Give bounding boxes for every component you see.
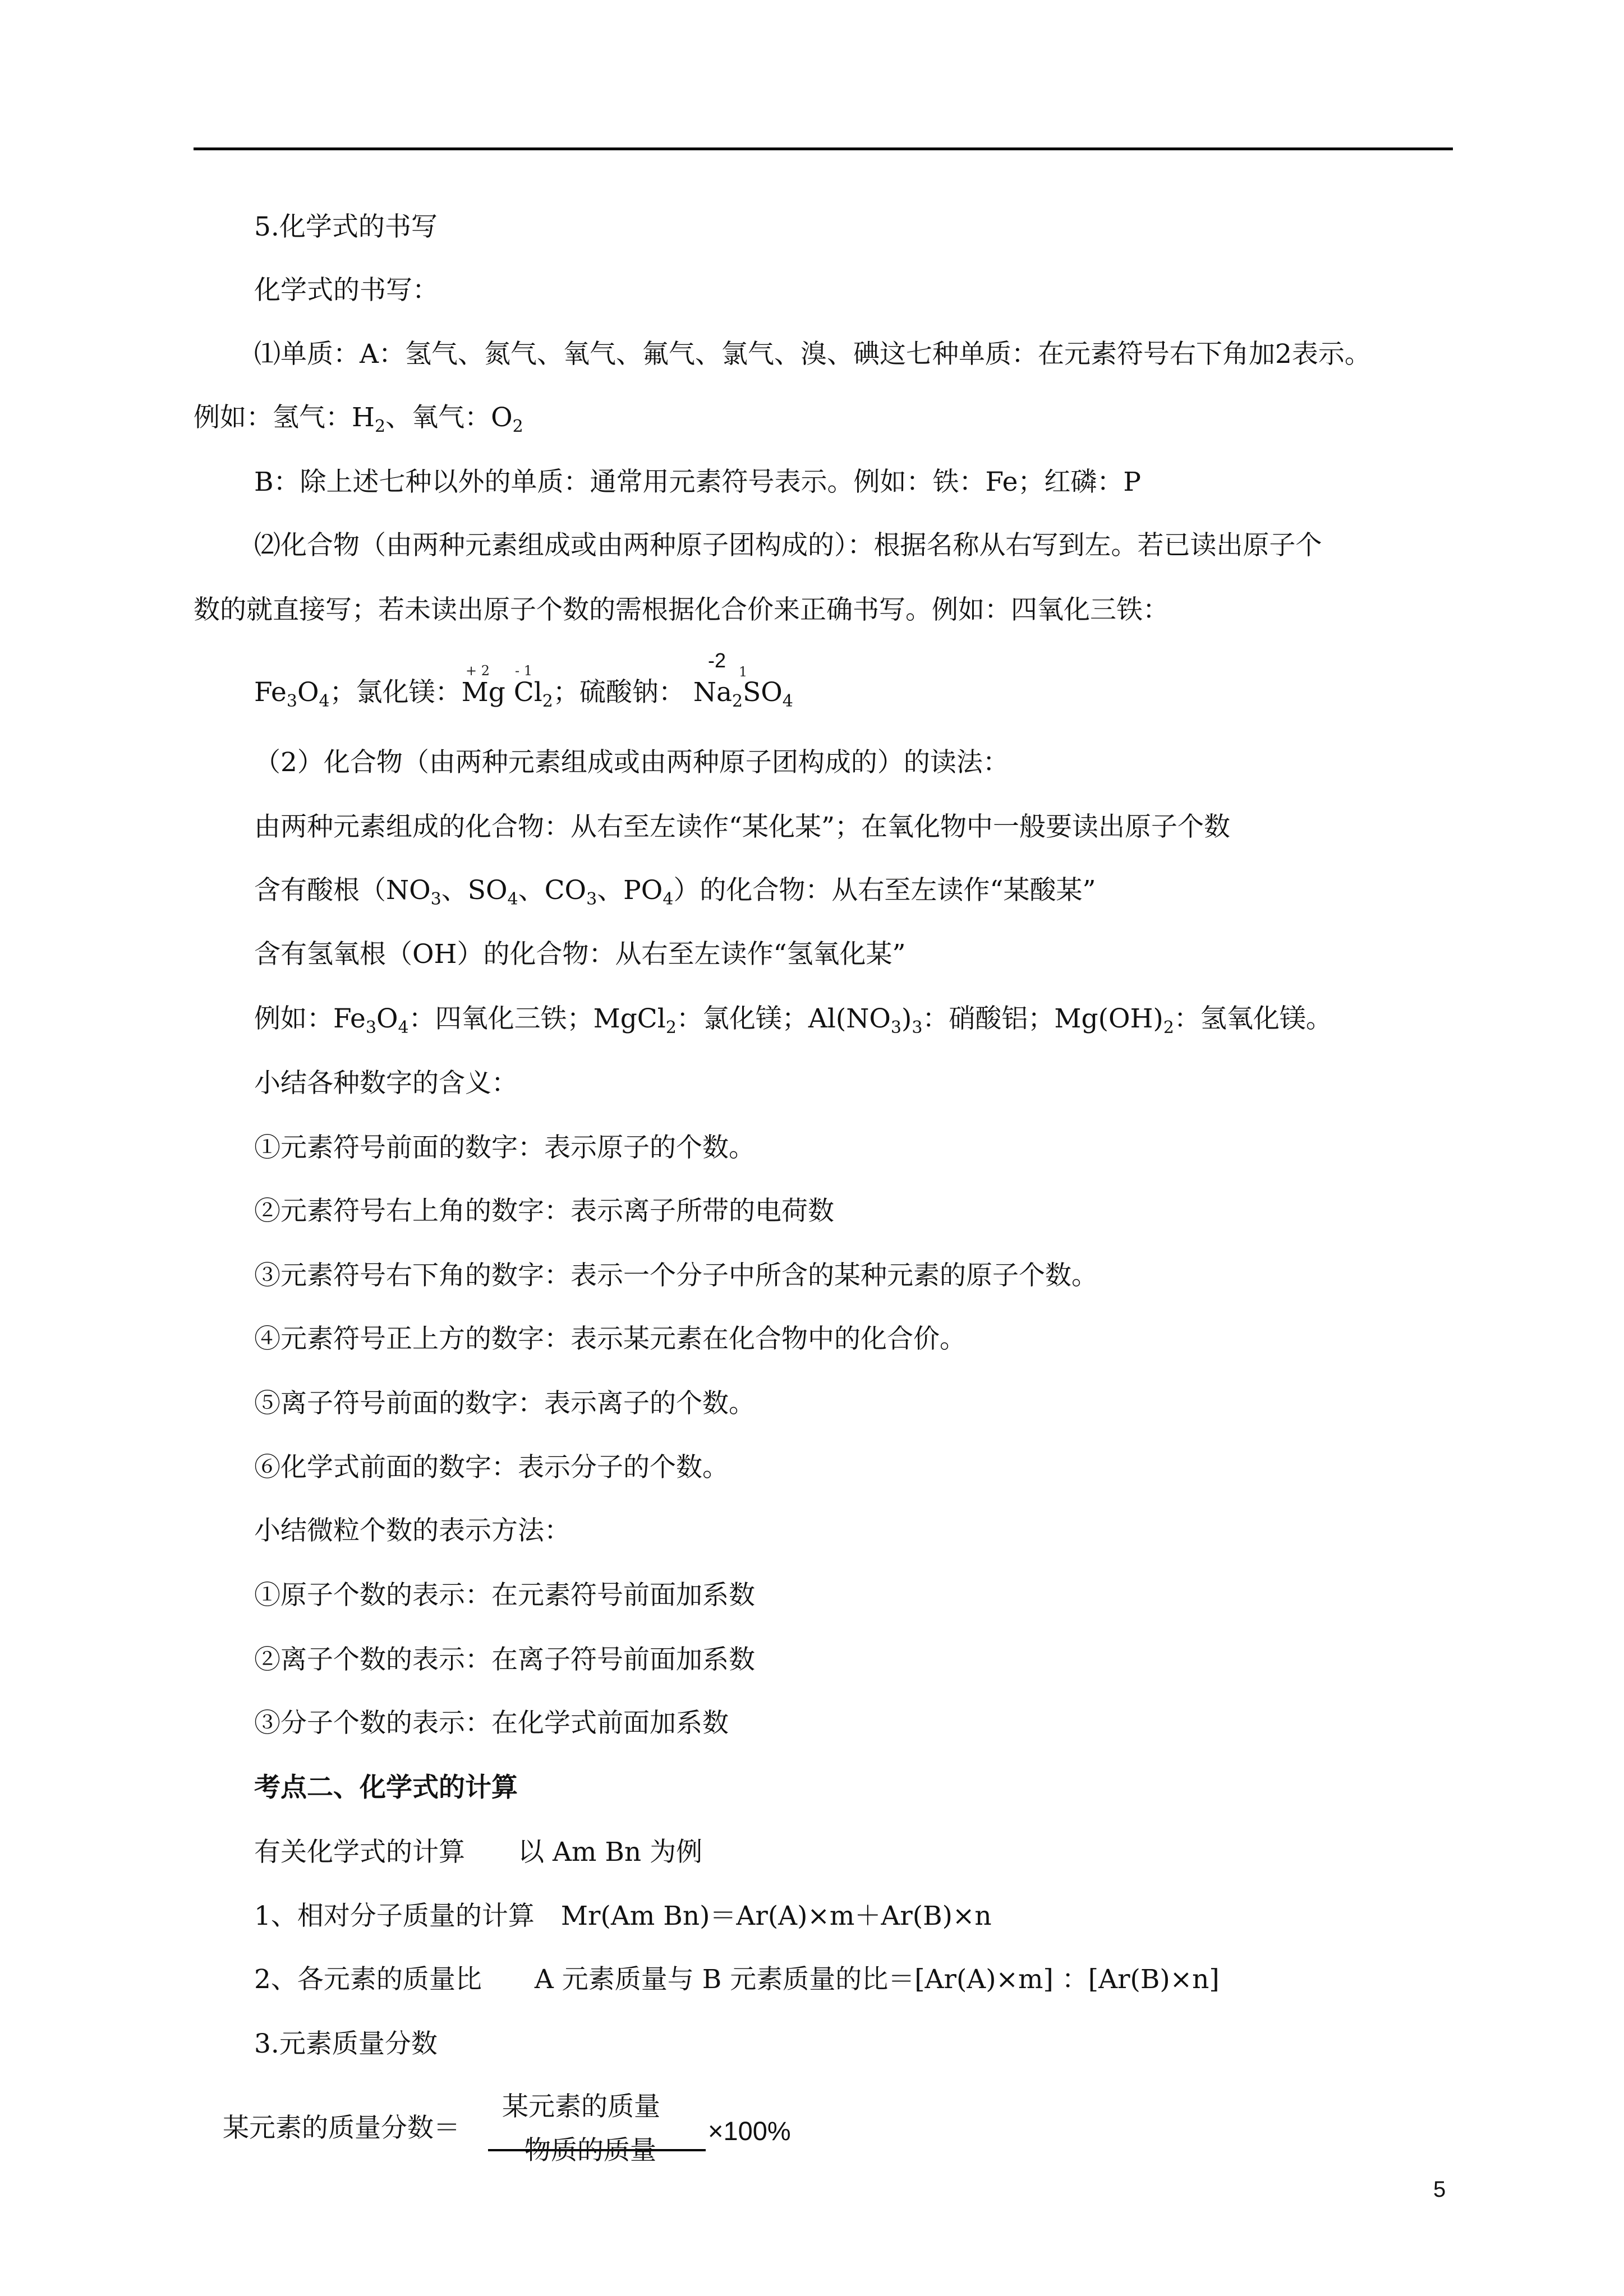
numbers-item-2: ②元素符号右上角的数字：表示离子所带的电荷数 (254, 1196, 834, 1227)
numbers-item-4: ④元素符号正上方的数字：表示某元素在化合物中的化合价。 (254, 1324, 966, 1354)
particles-item-2: ②离子个数的表示：在离子符号前面加系数 (254, 1644, 755, 1675)
paragraph-compounds-b: 数的就直接写；若未读出原子个数的需根据化合价来正确书写。例如：四氧化三铁： (194, 594, 1169, 625)
so4-valence: -2 (708, 649, 726, 672)
na-valence: 1 (739, 664, 748, 680)
fraction-numerator: 某元素的质量 (502, 2091, 660, 2122)
compound-reading-heading: （2）化合物（由两种元素组成或由两种原子团构成的）的读法： (254, 747, 1009, 778)
numbers-item-3: ③元素符号右下角的数字：表示一个分子中所含的某种元素的原子个数。 (254, 1260, 1098, 1291)
hydroxide-rule: 含有氢氧根（OH）的化合物：从右至左读作“氢氧化某” (254, 939, 906, 970)
paragraph-other-elements: B：除上述七种以外的单质：通常用元素符号表示。例如：铁：Fe；红磷：P (254, 467, 1142, 497)
numbers-item-6: ⑥化学式前面的数字：表示分子的个数。 (254, 1452, 729, 1483)
numbers-item-5: ⑤离子符号前面的数字：表示离子的个数。 (254, 1388, 755, 1419)
formula-examples: $Fe_3O_4$；氯化镁：Mg $Cl_2$；硫酸钠： $Na_2SO_4$ (254, 677, 793, 711)
particles-summary-heading: 小结微粒个数的表示方法： (254, 1515, 571, 1546)
fraction-label: 某元素的质量分数＝ (223, 2113, 460, 2143)
numbers-summary-heading: 小结各种数字的含义： (254, 1068, 518, 1099)
two-element-rule: 由两种元素组成的化合物：从右至左读作“某化某”；在氧化物中一般要读出原子个数 (254, 812, 1231, 842)
page-number: 5 (1433, 2177, 1446, 2202)
section-heading: 5.化学式的书写 (254, 211, 438, 242)
calc-item-1: 1、相对分子质量的计算 Mr(Am Bn)＝Ar(A)×m＋Ar(B)×n (254, 1901, 992, 1931)
paragraph-elements-a: ⑴单质：A：氢气、氮气、氧气、氟气、氯气、溴、碘这七种单质：在元素符号右下角加2表示。 (254, 339, 1371, 370)
fraction-denominator: 物质的质量 (525, 2135, 656, 2166)
calc-item-2: 2、各元素的质量比 A 元素质量与 B 元素质量的比＝[Ar(A)×m] ：[Ar(B)×n] (254, 1964, 1220, 1995)
calc-item-3: 3.元素质量分数 (254, 2028, 438, 2059)
calc-section-heading: 考点二、化学式的计算 (254, 1772, 518, 1803)
reading-examples: 例如：$Fe_3O_4$：四氧化三铁；MgCl$_2$：氯化镁；$Al(NO_3)_3$：硝酸铝；$Mg(OH)_2$：氢氧化镁。 (254, 1003, 1332, 1038)
particles-item-1: ①原子个数的表示：在元素符号前面加系数 (254, 1580, 755, 1611)
mg-valence: + 2 (466, 663, 490, 679)
particles-item-3: ③分子个数的表示：在化学式前面加系数 (254, 1708, 729, 1739)
header-rule (194, 147, 1453, 150)
calc-intro: 有关化学式的计算 以 Am Bn 为例 (254, 1837, 703, 1868)
numbers-item-1: ①元素符号前面的数字：表示原子的个数。 (254, 1132, 755, 1163)
acid-radical-rule: 含有酸根（$NO_3$、$SO_4$、$CO_3$、$PO_4$）的化合物：从右至左读作“某酸某” (254, 875, 1096, 909)
cl-valence: - 1 (515, 663, 533, 679)
paragraph-elements-b: 例如：氢气：$H_2$、氧气：$O_2$ (194, 402, 523, 436)
fraction-multiplier: ×100% (708, 2116, 791, 2146)
sub-heading: 化学式的书写： (254, 275, 439, 306)
paragraph-compounds-a: ⑵化合物（由两种元素组成或由两种原子团构成的）：根据名称从右写到左。若已读出原子个 (254, 530, 1322, 561)
